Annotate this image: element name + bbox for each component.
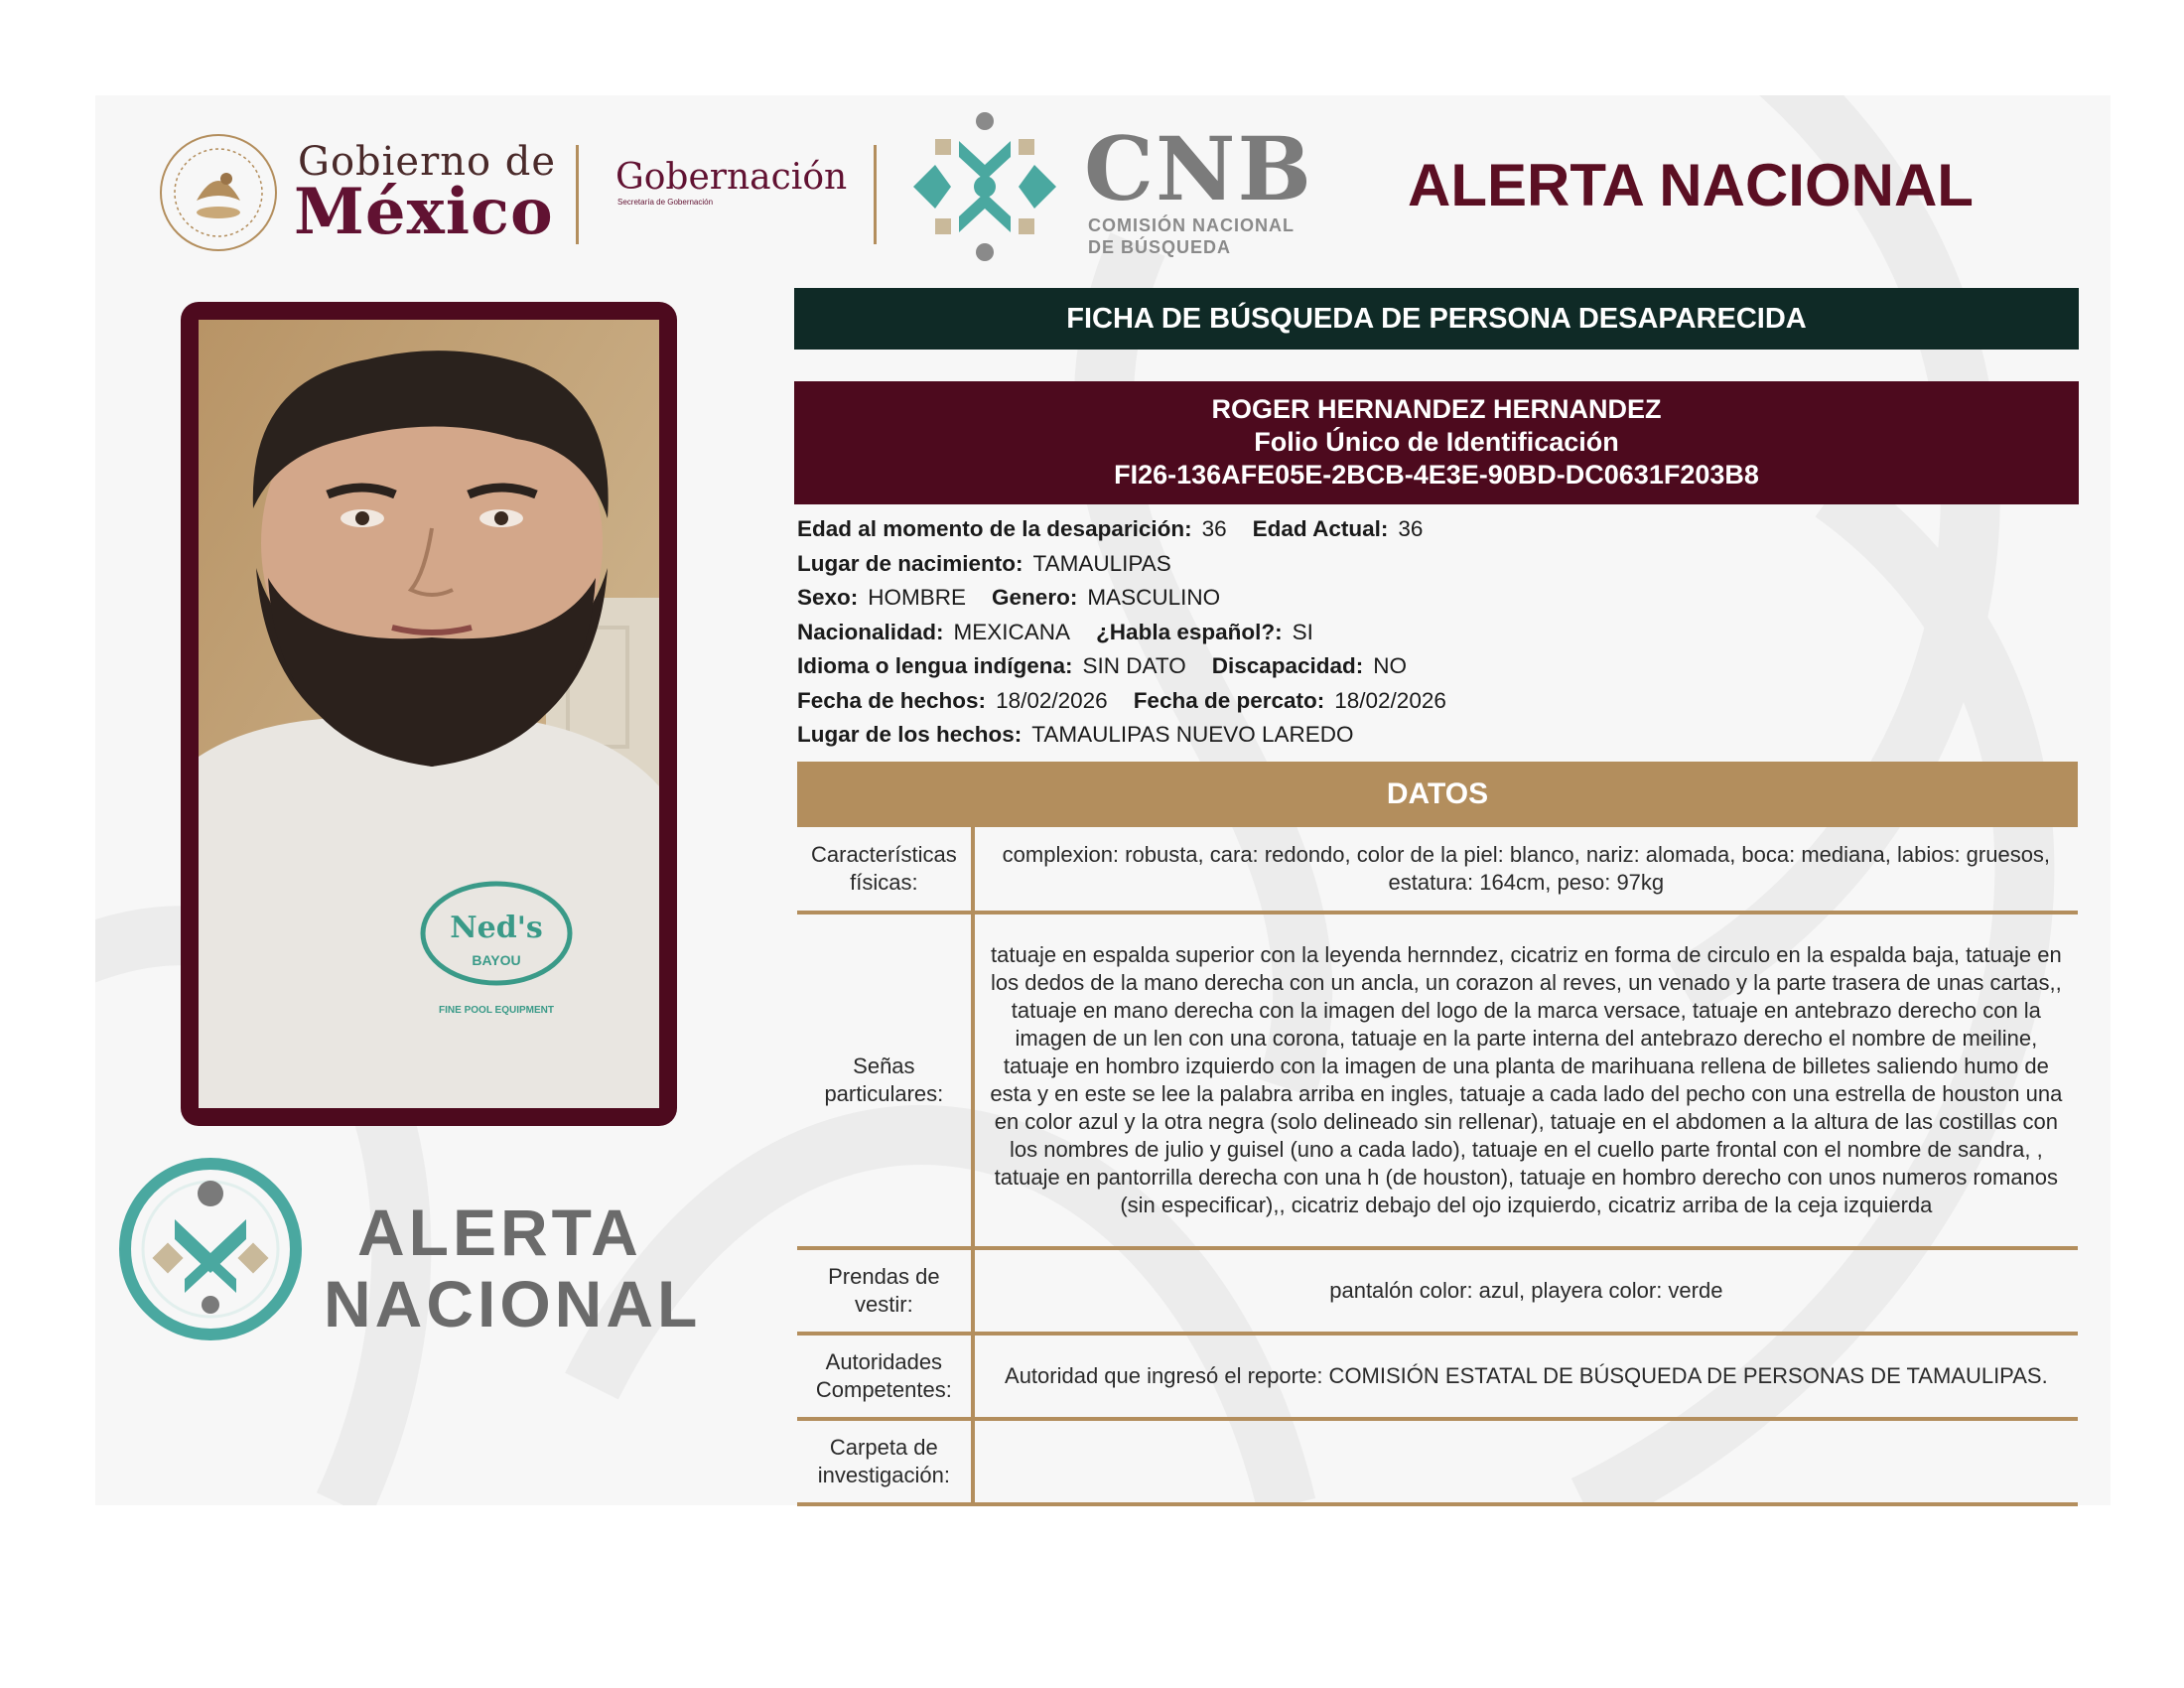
senas-label: Señas particulares: — [797, 913, 973, 1248]
info-row-edad — [797, 512, 2078, 547]
prendas-value: pantalón color: azul, playera color: verde — [973, 1248, 2078, 1334]
table-row — [797, 1334, 2078, 1419]
autoridades-value: Autoridad que ingresó el reporte: COMISIÓN ESTATAL DE BÚSQUEDA DE PERSONAS DE TAMAULIPAS. — [973, 1334, 2078, 1419]
gobernacion-title: Gobernación — [615, 157, 848, 198]
fecha-percato-label: Fecha de percato: — [1133, 687, 1325, 713]
info-row-lugar-hechos — [797, 718, 2078, 753]
lugar-nacimiento-label: Lugar de nacimiento: — [797, 550, 1024, 576]
ficha-title: FICHA DE BÚSQUEDA DE PERSONA DESAPARECIDA — [794, 288, 2079, 350]
datos-table — [797, 827, 2078, 1506]
folio-number: FI26-136AFE05E-2BCB-4E3E-90BD-DC0631F203B8 — [1114, 460, 1759, 490]
info-row-nacimiento — [797, 547, 2078, 582]
alerta-logo-line1: ALERTA — [357, 1196, 642, 1269]
info-row-sexo — [797, 581, 2078, 616]
cnb-subtitle-line1: COMISIÓN NACIONAL — [1088, 215, 1295, 235]
carpeta-label: Carpeta de investigación: — [797, 1419, 973, 1504]
nacionalidad-value: MEXICANA — [953, 619, 1071, 644]
edad-desaparicion-value: 36 — [1201, 516, 1227, 541]
info-block — [797, 512, 2078, 753]
edad-actual-label: Edad Actual: — [1252, 516, 1389, 541]
missing-person-photo — [199, 320, 659, 1108]
cnb-subtitle-line2: DE BÚSQUEDA — [1088, 237, 1232, 257]
alerta-nacional-logo-text — [324, 1196, 701, 1339]
datos-header: DATOS — [797, 762, 2078, 827]
table-row — [797, 827, 2078, 913]
cnb-title: CNB — [1084, 117, 1313, 220]
alerta-logo-line2: NACIONAL — [324, 1267, 702, 1340]
cnb-subtitle — [1088, 214, 1295, 258]
table-row — [797, 1248, 2078, 1334]
person-header — [794, 381, 2079, 504]
shirt-logo-sub: BAYOU — [472, 952, 521, 968]
mexico-seal-icon — [157, 131, 280, 254]
discapacidad-label: Discapacidad: — [1211, 653, 1364, 678]
caracteristicas-value: complexion: robusta, cara: redondo, color de la piel: blanco, nariz: alomada, boca: mediana, labios: gruesos, estatura: 164cm, peso: 97kg — [973, 827, 2078, 913]
header-divider — [576, 145, 579, 244]
idioma-label: Idioma o lengua indígena: — [797, 653, 1073, 678]
fecha-percato-value: 18/02/2026 — [1334, 687, 1446, 713]
lugar-nacimiento-value: TAMAULIPAS — [1032, 550, 1171, 576]
table-row — [797, 913, 2078, 1248]
alerta-nacional-title: ALERTA NACIONAL — [1408, 152, 1974, 218]
photo-frame — [181, 302, 677, 1126]
header-divider — [874, 145, 877, 244]
carpeta-value — [973, 1419, 2078, 1504]
cnb-logo-icon — [905, 107, 1064, 266]
edad-desaparicion-label: Edad al momento de la desaparición: — [797, 516, 1192, 541]
info-row-idioma — [797, 649, 2078, 684]
person-name: ROGER HERNANDEZ HERNANDEZ — [1211, 394, 1662, 424]
folio-label: Folio Único de Identificación — [1254, 427, 1619, 457]
shirt-logo-tagline: FINE POOL EQUIPMENT — [439, 1005, 554, 1016]
idioma-value: SIN DATO — [1082, 653, 1186, 678]
edad-actual-value: 36 — [1398, 516, 1424, 541]
genero-value: MASCULINO — [1087, 585, 1221, 610]
fecha-hechos-value: 18/02/2026 — [996, 687, 1108, 713]
mexico-title: México — [294, 175, 554, 249]
lugar-hechos-label: Lugar de los hechos: — [797, 722, 1023, 747]
lugar-hechos-value: TAMAULIPAS NUEVO LAREDO — [1031, 722, 1354, 747]
gobierno-title: Gobierno de — [298, 139, 557, 185]
table-row — [797, 1419, 2078, 1504]
sexo-value: HOMBRE — [868, 585, 967, 610]
caracteristicas-label: Características físicas: — [797, 827, 973, 913]
autoridades-label: Autoridades Competentes: — [797, 1334, 973, 1419]
shirt-logo-text: Ned's — [450, 911, 543, 945]
sexo-label: Sexo: — [797, 585, 859, 610]
habla-espanol-label: ¿Habla español?: — [1096, 619, 1283, 644]
genero-label: Genero: — [992, 585, 1078, 610]
habla-espanol-value: SI — [1292, 619, 1313, 644]
discapacidad-value: NO — [1373, 653, 1408, 678]
info-row-fechas — [797, 684, 2078, 719]
info-row-nacionalidad — [797, 616, 2078, 650]
fecha-hechos-label: Fecha de hechos: — [797, 687, 987, 713]
senas-value: tatuaje en espalda superior con la leyenda hernndez, cicatriz en forma de circulo en la espalda baja, tatuaje en los dedos de la mano derecha con un ancla, un corazon al reves, un venado y la parte trasera de unas cartas,, tatuaje en mano derecha con la imagen del logo de la marca versace, tatuaje en antebrazo derecho con la imagen de un len con una corona, tatuaje en la parte interna del antebrazo derecho el nombre de meiline, tatuaje en hombro izquierdo con la imagen de una planta de marihuana rellena de billetes saliendo humo de esta y en este se lee la palabra arriba en ingles, tatuaje a cada lado del pecho con una estrella de houston una en color azul y la otra negra (solo delineado sin rellenar), tatuaje en el abdomen a la altura de las costillas con los nombres de julio y guisel (uno a cada lado), tatuaje en el cuello parte frontal con el nombre de sandra, , tatuaje en pantorrilla derecha con una h (de houston), tatuaje en hombro derecho con unos numeros romanos (sin especificar),, cicatriz debajo del ojo izquierdo, cicatriz arriba de la ceja izquierda — [973, 913, 2078, 1248]
nacionalidad-label: Nacionalidad: — [797, 619, 944, 644]
alerta-logo-icon — [117, 1156, 304, 1342]
prendas-label: Prendas de vestir: — [797, 1248, 973, 1334]
gobernacion-subtitle: Secretaría de Gobernación — [617, 198, 714, 207]
